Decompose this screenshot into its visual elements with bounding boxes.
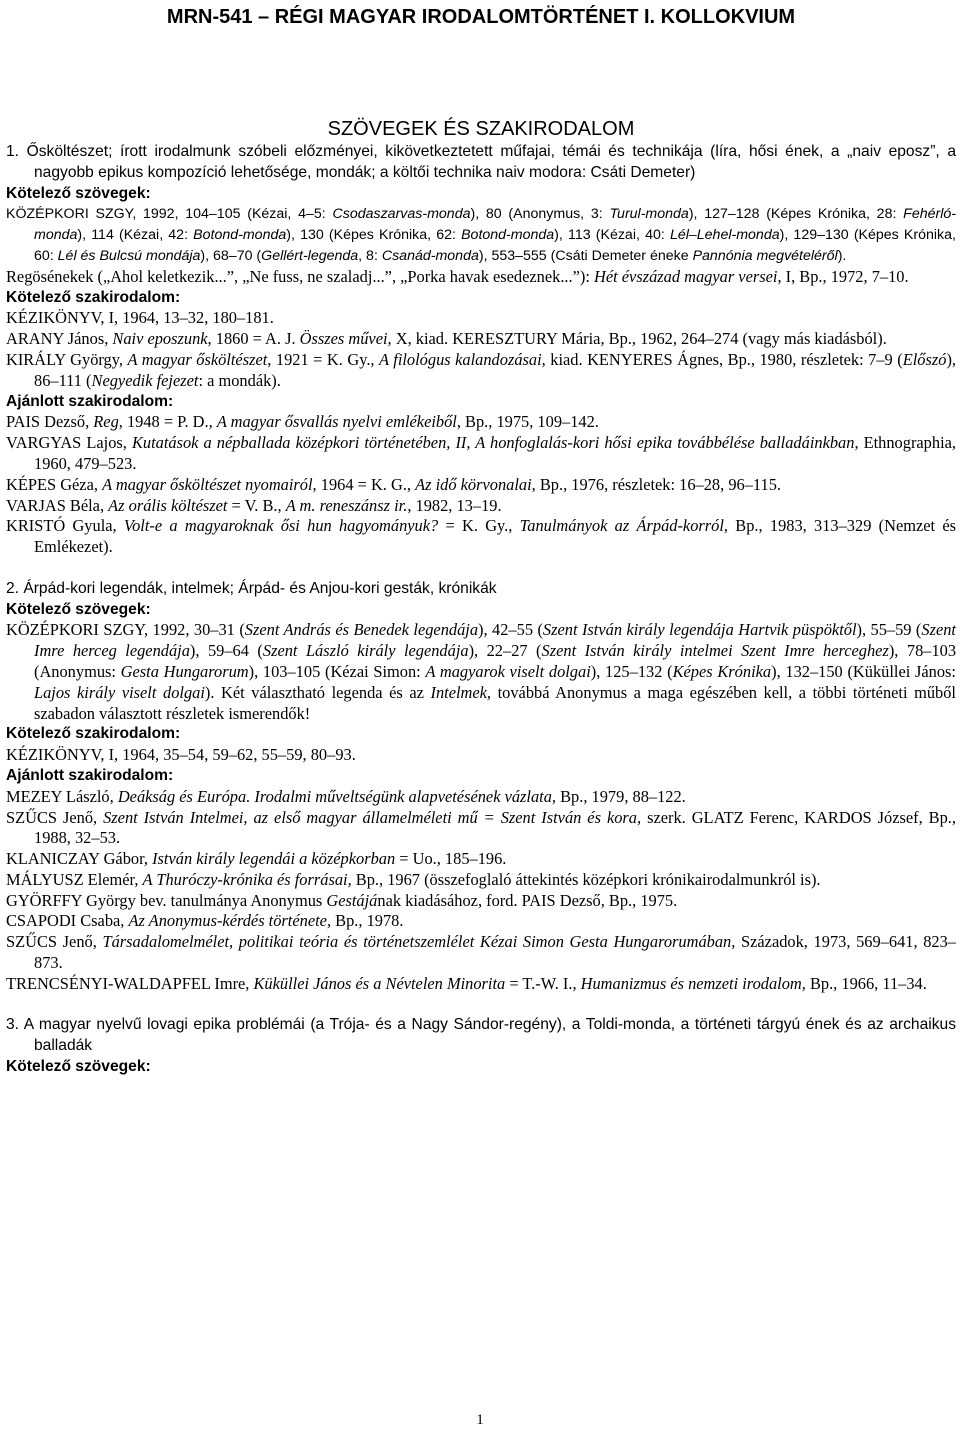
section-1-rec-1: PAIS Dezső, Reg, 1948 = P. D., A magyar ősvallás nyelvi emlékeiből, Bp., 1975, 109–142. xyxy=(6,412,599,432)
section-1-heading: 1. Ősköltészet; írott irodalmunk szóbeli előzményei, kikövetkeztetett műfajai, témái és technikája (líra, hősi ének, a „naiv eposz”, a nagyobb epikus kompozíció lehetősége, mondák; a költői technika naiv modora: Csáti Demeter) xyxy=(6,143,956,181)
document-title: MRN-541 – RÉGI MAGYAR IRODALOMTÖRTÉNET I. KOLLOKVIUM xyxy=(166,6,796,28)
section-1-label-required: Kötelező szakirodalom: xyxy=(6,288,181,306)
section-2-rec-1: MEZEY László, Deákság és Európa. Irodalmi műveltségünk alapvetésének vázlata, Bp., 1979, 88–122. xyxy=(6,786,686,806)
section-1-rec-3: KÉPES Géza, A magyar ősköltészet nyomairól, 1964 = K. G., Az idő körvonalai, Bp., 1976, részletek: 16–28, 96–115. xyxy=(6,474,781,494)
section-2-rec-7: SZŰCS Jenő, Társadalomelmélet, politikai teória és történetszemlélet Kézai Simon Gesta Hungarorumában, Századok, 1973, 569–641, 823–873. xyxy=(6,932,956,973)
section-1-label-texts: Kötelező szövegek: xyxy=(6,184,151,202)
section-2-rec-4: MÁLYUSZ Elemér, A Thuróczy-krónika és forrásai, Bp., 1967 (összefoglaló áttekintés középkori krónikairodalmunkról is). xyxy=(6,869,821,889)
section-1-rec-2: VARGYAS Lajos, Kutatások a népballada középkori történetében, II, A honfoglalás-kori hősi epika továbbélése balladáinkban, Ethnographia, 1960, 479–523. xyxy=(6,433,956,473)
section-1-regos: Regösénekek („Ahol keletkezik...”, „Ne fuss, ne szaladj...”, „Porka havak esedeznek...”): Hét évszázad magyar versei, I, Bp., 1972, 7–10. xyxy=(6,266,909,286)
section-1-rec-5: KRISTÓ Gyula, Volt-e a magyaroknak ősi hun hagyományuk? = K. Gy., Tanulmányok az Árpád-korról, Bp., 1983, 313–329 (Nemzet és Emlékezet). xyxy=(6,516,957,557)
section-2-rec-5: GYÖRFFY György bev. tanulmánya Anonymus Gestájának kiadásához, ford. PAIS Dezső, Bp., 1975. xyxy=(6,890,678,910)
document-subtitle: SZÖVEGEK ÉS SZAKIRODALOM xyxy=(327,118,635,140)
section-1-rec-4: VARJAS Béla, Az orális költészet = V. B., A m. reneszánsz ir., 1982, 13–19. xyxy=(6,495,502,515)
section-2-rec-2: SZŰCS Jenő, Szent István Intelmei, az első magyar államelméleti mű = Szent István és kora, szerk. GLATZ Ferenc, KARDOS József, Bp., 1988, 32–53. xyxy=(6,807,956,848)
section-2-label-texts: Kötelező szövegek: xyxy=(6,600,151,618)
spacer xyxy=(6,995,956,1016)
spacer xyxy=(6,558,956,579)
section-2-req-1: KÉZIKÖNYV, I, 1964, 35–54, 59–62, 55–59, 80–93. xyxy=(6,745,356,765)
section-2-heading: 2. Árpád-kori legendák, intelmek; Árpád- és Anjou-kori gesták, krónikák xyxy=(6,579,497,597)
section-2-rec-3: KLANICZAY Gábor, István király legendái a középkorban = Uo., 185–196. xyxy=(6,849,507,869)
section-2-rec-6: CSAPODI Csaba, Az Anonymus-kérdés története, Bp., 1978. xyxy=(6,911,404,931)
section-1-req-1: KÉZIKÖNYV, I, 1964, 13–32, 180–181. xyxy=(6,308,274,328)
section-2-texts: KÖZÉPKORI SZGY, 1992, 30–31 (Szent András és Benedek legendája), 42–55 (Szent István király legendája Hartvik püspöktől), 55–59 (Szent Imre herceg legendája), 59–64 (Szent László király legendája), 22–27 (Szent István király intelmei Szent Imre herceghez), 78–103 (Anonymus: Gesta Hungarorum), 103–105 (Kézai Simon: A magyarok viselt dolgai), 125–132 (Képes Krónika), 132–150 (Küküllei János: Lajos király viselt dolgai). Két választható legenda és az Intelmek, továbbá Anonymus a maga egészében kell, a többi történeti műből szabadon választott részletek ismerendők! xyxy=(6,620,957,723)
page-number: 1 xyxy=(476,1412,484,1428)
section-1-req-3: KIRÁLY György, A magyar ősköltészet, 1921 = K. Gy., A filológus kalandozásai, kiad. KENYERES Ágnes, Bp., 1980, részletek: 7–9 (Előszó), 86–111 (Negyedik fejezet: a mondák). xyxy=(6,349,956,390)
section-1-label-recommended: Ajánlott szakirodalom: xyxy=(6,392,174,410)
section-3-label-texts: Kötelező szövegek: xyxy=(6,1058,151,1076)
section-1-req-2: ARANY János, Naiv eposzunk, 1860 = A. J. Összes művei, X, kiad. KERESZTURY Mária, Bp., 1962, 264–274 (vagy más kiadásból). xyxy=(6,329,887,349)
section-2-label-required: Kötelező szakirodalom: xyxy=(6,725,181,743)
section-2-rec-8: TRENCSÉNYI-WALDAPFEL Imre, Küküllei János és a Névtelen Minorita = T.-W. I., Humanizmus és nemzeti irodalom, Bp., 1966, 11–34. xyxy=(6,973,927,993)
section-3-heading: 3. A magyar nyelvű lovagi epika problémái (a Trója- és a Nagy Sándor-regény), a Toldi-monda, a történeti tárgyú ének és az archaikus balladák xyxy=(6,1016,956,1055)
section-2-label-recommended: Ajánlott szakirodalom: xyxy=(6,766,174,784)
section-1-texts: KÖZÉPKORI SZGY, 1992, 104–105 (Kézai, 4–5: Csodaszarvas-monda), 80 (Anonymus, 3: Turul-monda), 127–128 (Képes Krónika, 28: Fehérló-monda), 114 (Kézai, 42: Botond-monda), 130 (Képes Krónika, 62: Botond-monda), 113 (Kézai, 40: Lél–Lehel-monda), 129–130 (Képes Krónika, 60: Lél és Bulcsú mondája), 68–70 (Gellért-legenda, 8: Csanád-monda), 553–555 (Csáti Demeter éneke Pannónia megvételéről). xyxy=(6,206,956,264)
